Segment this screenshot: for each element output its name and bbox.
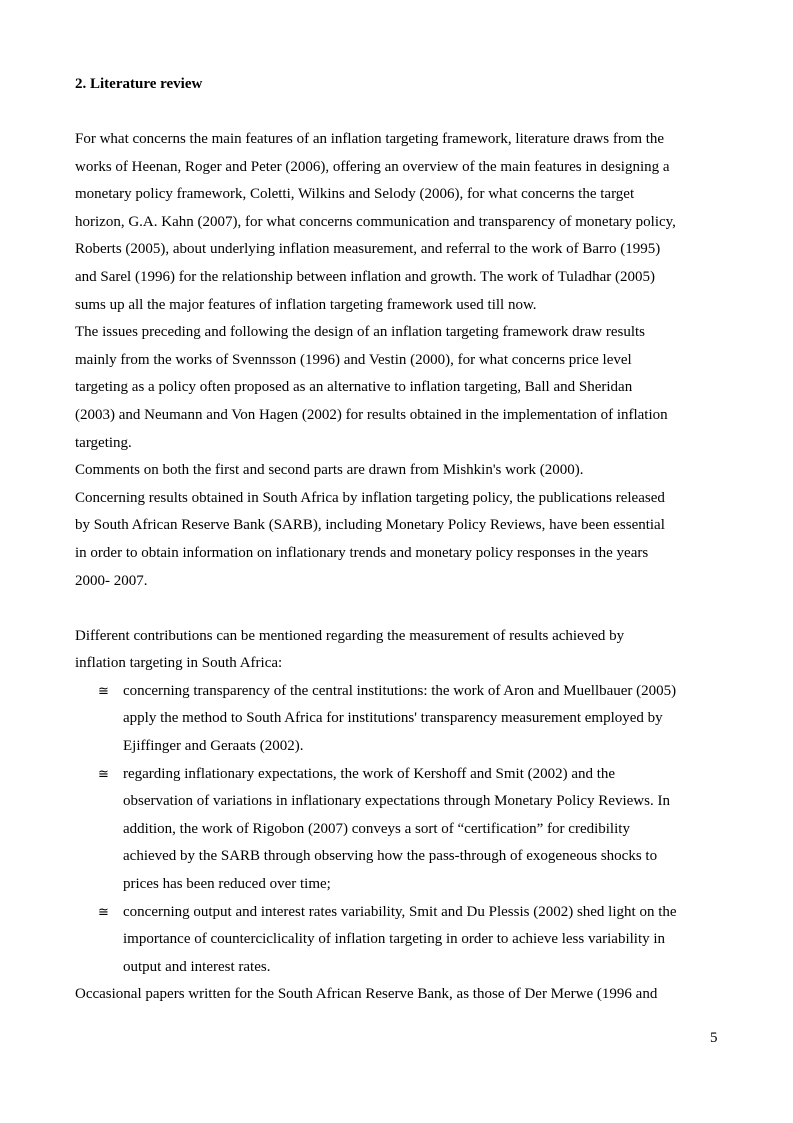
- text-line: concerning transparency of the central institutions: the work of Aron and Muellbauer (2005): [123, 682, 677, 699]
- text-line: sums up all the major features of inflation targeting framework used till now.: [75, 296, 537, 313]
- approx-equal-bullet-icon: ≅: [98, 683, 109, 699]
- section-heading: 2. Literature review: [75, 76, 203, 92]
- text-line: works of Heenan, Roger and Peter (2006), offering an overview of the main features in designing a: [75, 158, 670, 175]
- approx-equal-bullet-icon: ≅: [98, 904, 109, 920]
- list-item: [75, 899, 725, 982]
- text-line: For what concerns the main features of an inflation targeting framework, literature draws from the: [75, 131, 665, 147]
- text-line: targeting as a policy often proposed as an alternative to inflation targeting, Ball and Sheridan: [75, 379, 633, 396]
- text-line: monetary policy framework, Coletti, Wilkins and Selody (2006), for what concerns the target: [75, 186, 635, 203]
- list-item: [75, 761, 725, 899]
- text-line: mainly from the works of Svennsson (1996) and Vestin (2000), for what concerns price level: [75, 351, 632, 368]
- paragraph-design-issues: [75, 319, 725, 457]
- text-line: and Sarel (1996) for the relationship between inflation and growth. The work of Tuladhar (2005): [75, 268, 656, 285]
- paragraph-comments: [75, 457, 725, 485]
- text-line: apply the method to South Africa for institutions' transparency measurement employed by: [123, 710, 663, 727]
- text-line: output and interest rates.: [123, 958, 271, 975]
- text-line: Different contributions can be mentioned regarding the measurement of results achieved by: [75, 627, 625, 644]
- paragraph-literature-sources: [75, 126, 725, 319]
- text-line: achieved by the SARB through observing how the pass-through of exogeneous shocks to: [123, 848, 658, 865]
- text-line: targeting.: [75, 434, 132, 451]
- paragraph-south-africa-results: [75, 485, 725, 595]
- approx-equal-bullet-icon: ≅: [98, 766, 109, 782]
- text-line: in order to obtain information on inflationary trends and monetary policy responses in the years: [75, 544, 649, 561]
- text-line: observation of variations in inflationary expectations through Monetary Policy Reviews. In: [123, 793, 670, 810]
- text-line: Comments on both the first and second parts are drawn from Mishkin's work (2000).: [75, 462, 584, 479]
- text-line: (2003) and Neumann and Von Hagen (2002) for results obtained in the implementation of inflation: [75, 406, 668, 423]
- text-line: addition, the work of Rigobon (2007) conveys a sort of “certification” for credibility: [123, 820, 630, 837]
- paragraph-contributions-intro: [75, 623, 725, 678]
- paragraph-spacer: [75, 595, 725, 623]
- text-line: concerning output and interest rates variability, Smit and Du Plessis (2002) shed light on the: [123, 903, 677, 920]
- paragraph-occasional-papers: [75, 981, 725, 1009]
- text-line: Ejiffinger and Geraats (2002).: [123, 738, 304, 755]
- text-line: Occasional papers written for the South African Reserve Bank, as those of Der Merwe (1996 and: [75, 986, 658, 1003]
- text-line: Concerning results obtained in South Africa by inflation targeting policy, the publications released: [75, 489, 665, 506]
- text-line: importance of counterciclicality of inflation targeting in order to achieve less variability in: [123, 931, 666, 948]
- text-line: Roberts (2005), about underlying inflation measurement, and referral to the work of Barro (1995): [75, 241, 661, 258]
- text-line: 2000- 2007.: [75, 572, 148, 589]
- text-line: The issues preceding and following the design of an inflation targeting framework draw results: [75, 324, 645, 341]
- text-line: horizon, G.A. Kahn (2007), for what concerns communication and transparency of monetary policy,: [75, 213, 676, 230]
- list-item: [75, 678, 725, 761]
- text-line: prices has been reduced over time;: [123, 876, 331, 893]
- page-number: 5: [710, 1030, 718, 1046]
- body-text: [75, 126, 725, 1009]
- text-line: by South African Reserve Bank (SARB), including Monetary Policy Reviews, have been essential: [75, 517, 665, 534]
- text-line: regarding inflationary expectations, the work of Kershoff and Smit (2002) and the: [123, 765, 616, 782]
- text-line: inflation targeting in South Africa:: [75, 655, 283, 672]
- contributions-list: [75, 678, 725, 982]
